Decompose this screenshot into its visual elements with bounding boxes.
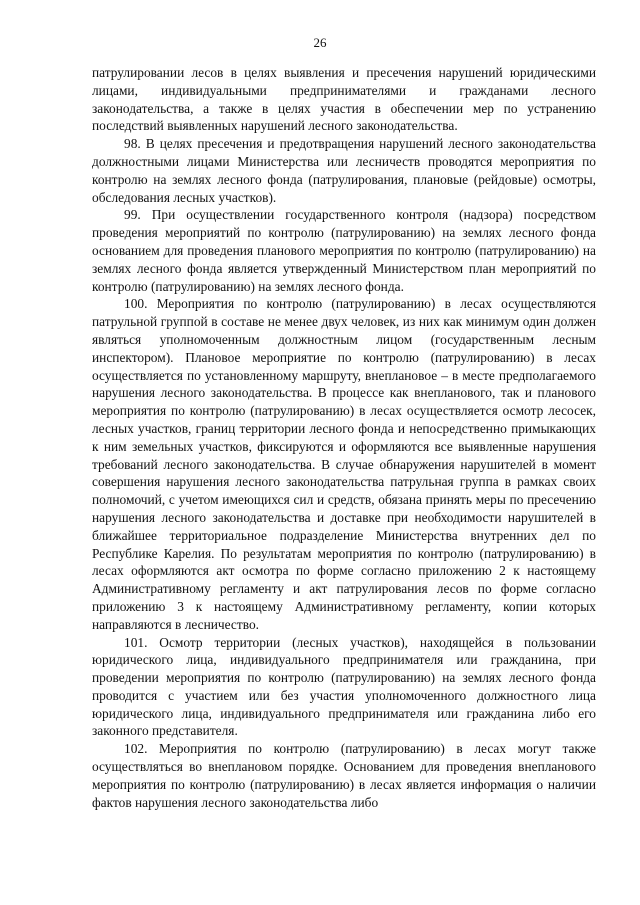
paragraph-continued: патрулировании лесов в целях выявления и пресечения нарушений юридическими лицами, индивидуальными предпринимателями и гражданами лесного законодательства, а также в целях участия в обеспечении мер по устранению последствий выявленных нарушений лесного законодательства. [92,65,596,134]
page-number: 26 [313,35,327,50]
paragraph-101: 101. Осмотр территории (лесных участков), находящейся в пользовании юридического лица, индивидуального предпринимателя или гражданина, при проведении мероприятия по контролю (патрулированию) на землях лесного фонда проводится с участием или без участия уполномоченного должностного лица юридического лица, индивидуального предпринимателя или гражданина либо его законного представителя. [92,634,596,739]
document-body [92,64,596,811]
paragraph-99: 99. При осуществлении государственного контроля (надзора) посредством проведения мероприятий по контролю (патрулированию) на землях лесного фонда основанием для проведения планового мероприятия по контролю (патрулированию) на землях лесного фонда является утвержденный Министерством план мероприятий по контролю (патрулированию) на землях лесного фонда. [92,207,596,294]
paragraph-100: 100. Мероприятия по контролю (патрулированию) в лесах осуществляются патрульной группой в составе не менее двух человек, из них как минимум один должен являться уполномоченным должностным лицом (государственным лесным инспектором). Плановое мероприятие по контролю (патрулированию) в лесах осуществляется по установленному маршруту, внеплановое – в месте предполагаемого нарушения лесного законодательства. В процессе как внепланового, так и планового мероприятия по контролю (патрулированию) в лесах осуществляется осмотр лесосек, лесных участков, границ территории лесного фонда и непосредственно примыкающих к ним земельных участков, фиксируются и оформляются все выявленные нарушения требований лесного законодательства. В случае обнаружения нарушителей в момент совершения нарушения лесного законодательства патрульная группа в рамках своих полномочий, с учетом имеющихся сил и средств, обязана принять меры по пресечению нарушения лесного законодательства и доставке при необходимости нарушителей в ближайшее территориальное подразделение Министерства внутренних дел по Республике Карелия. По результатам мероприятия по контролю (патрулированию) в лесах оформляются акт осмотра по форме согласно приложению 2 к настоящему Административному регламенту и акт патрулирования лесов по форме согласно приложению 3 к настоящему Административному регламенту, копии которых направляются в лесничество. [92,296,596,632]
paragraph-102: 102. Мероприятия по контролю (патрулированию) в лесах могут также осуществляться во внеплановом порядке. Основанием для проведения внепланового мероприятия по контролю (патрулированию) в лесах является информация о наличии фактов нарушения лесного законодательства либо [92,741,596,810]
paragraph-98: 98. В целях пресечения и предотвращения нарушений лесного законодательства должностными лицами Министерства или лесничеств проводятся мероприятия по контролю на землях лесного фонда (патрулирования, плановые (рейдовые) осмотры, обследования лесных участков). [92,136,596,205]
